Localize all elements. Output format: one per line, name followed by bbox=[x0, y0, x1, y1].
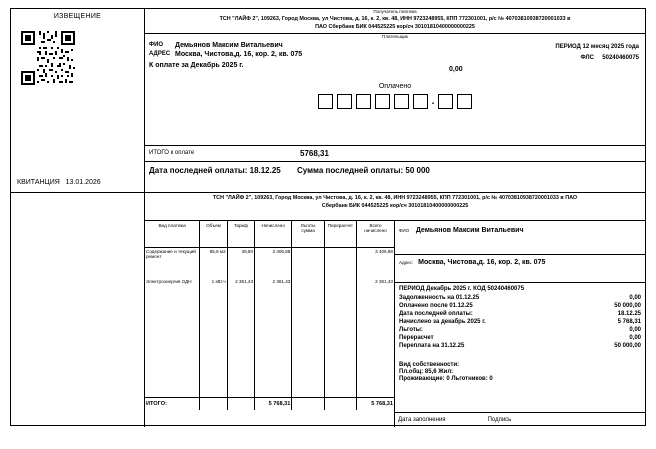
summary-fio-value: Демьянов Максим Витальевич bbox=[415, 227, 524, 234]
payer-fio-value: Демьянов Максим Витальевич bbox=[175, 42, 283, 49]
summary-row-value: 0,00 bbox=[629, 295, 641, 301]
amount-cell[interactable] bbox=[356, 94, 371, 109]
receipt-document bbox=[10, 8, 646, 426]
cell-tariff: 2 361,43 bbox=[227, 278, 254, 398]
amount-cell[interactable] bbox=[413, 94, 428, 109]
table-row bbox=[145, 248, 394, 278]
last-payment-row bbox=[145, 161, 645, 192]
col-accrued: Начислено bbox=[255, 221, 292, 248]
last-payment-sum: Сумма последней оплаты: 50 000 bbox=[297, 166, 430, 175]
footer-recalc bbox=[324, 398, 356, 411]
summary-row-label: Задолженность на 01.12.25 bbox=[399, 295, 480, 301]
decimal-separator: . bbox=[431, 95, 435, 107]
summary-row-label: Льготы: bbox=[399, 327, 423, 333]
to-pay-zero: 0,00 bbox=[449, 66, 463, 73]
kvitanciya-title: КВИТАНЦИЯ bbox=[17, 179, 60, 186]
top-section bbox=[11, 9, 645, 192]
cell-total: 3 406,88 bbox=[375, 249, 393, 254]
kvitanciya-date: 13.01.2026 bbox=[65, 179, 101, 186]
footer-volume bbox=[200, 398, 227, 411]
footer-privileges bbox=[292, 398, 324, 411]
amount-cell[interactable] bbox=[318, 94, 333, 109]
amount-cell-decimal[interactable] bbox=[438, 94, 453, 109]
period-year: 2025 bbox=[610, 44, 625, 50]
summary-row-label: Начислено за декабрь 2025 г. bbox=[399, 319, 486, 325]
summary-address-row bbox=[395, 254, 645, 268]
fls-value: 50240460075 bbox=[602, 55, 639, 61]
amount-cell[interactable] bbox=[337, 94, 352, 109]
summary-row bbox=[395, 326, 645, 334]
summary-fio-label: ФИО bbox=[399, 228, 410, 233]
top-left-column bbox=[11, 9, 145, 192]
summary-fio-row bbox=[395, 221, 645, 236]
cell-volume: 1 кВт.ч bbox=[200, 278, 227, 398]
col-service: Вид платежа bbox=[145, 221, 200, 248]
payer-block bbox=[145, 42, 645, 109]
cell-service: Содержание и текущий ремонт bbox=[145, 248, 200, 278]
paid-amount-boxes bbox=[149, 94, 641, 109]
cell-accrued: 3 406,88 bbox=[255, 248, 292, 278]
period-month-word: месяц bbox=[590, 44, 610, 50]
cell-recalc bbox=[324, 248, 356, 278]
footer-tariff bbox=[227, 398, 254, 411]
recipient-caption: Получатель платежа bbox=[373, 9, 417, 14]
amount-cell[interactable] bbox=[375, 94, 390, 109]
area-label: Пл.общ: 85,6 Жил: bbox=[399, 369, 454, 375]
kvitanciya-label-block bbox=[17, 179, 101, 186]
col-privileges: Льготы сумма bbox=[292, 221, 324, 248]
bottom-section bbox=[11, 192, 645, 427]
bottom-recipient-line-2: Сбербанк БИК 044525225 кор/сч 30101810400000000225 bbox=[321, 202, 469, 209]
ownership-type-label: Вид собственности: bbox=[399, 362, 460, 368]
footer-label: ИТОГО: bbox=[145, 398, 200, 411]
amount-cell[interactable] bbox=[394, 94, 409, 109]
summary-row bbox=[395, 310, 645, 318]
summary-row bbox=[395, 294, 645, 302]
summary-row bbox=[395, 302, 645, 310]
summary-row bbox=[395, 318, 645, 326]
summary-address-label: Адрес: bbox=[399, 260, 414, 265]
cell-privileges bbox=[292, 278, 324, 398]
cell-tariff: 39,80 bbox=[227, 248, 254, 278]
summary-period: ПЕРИОД Декабрь 2025 г. КОД 50240460075 bbox=[395, 282, 645, 294]
period-label: ПЕРИОД bbox=[555, 44, 581, 50]
charges-table-wrap bbox=[145, 221, 395, 427]
fls-block bbox=[581, 55, 640, 61]
cell-accrued: 2 361,43 bbox=[255, 278, 292, 398]
fls-label: ФЛС bbox=[580, 55, 594, 61]
summary-row-value: 0,00 bbox=[629, 327, 641, 333]
period-block bbox=[555, 44, 639, 50]
qr-code bbox=[21, 31, 75, 85]
total-to-pay-value: 5768,31 bbox=[300, 149, 329, 158]
charges-table-header-row bbox=[145, 221, 394, 248]
period-month-num: 12 bbox=[582, 44, 590, 50]
summary-row-label: Оплачено после 01.12.25 bbox=[399, 303, 473, 309]
summary-row bbox=[395, 334, 645, 342]
payer-address-value: Москва, Чистова,д. 16, кор. 2, кв. 075 bbox=[175, 51, 303, 58]
summary-row-value: 50 000,00 bbox=[614, 343, 641, 349]
cell-recalc bbox=[324, 278, 356, 398]
summary-row-label: Перерасчет bbox=[399, 335, 434, 341]
summary-row-label: Дата последней оплаты: bbox=[399, 311, 473, 317]
cell-service: Электроэнергия ОДН bbox=[145, 278, 200, 398]
summary-row-value: 18.12.25 bbox=[617, 311, 641, 317]
footer-total: 5 768,31 bbox=[357, 398, 394, 411]
cell-privileges bbox=[292, 248, 324, 278]
cell-volume: 85,6 м2 bbox=[200, 248, 227, 278]
signature-label: Подпись bbox=[487, 417, 512, 423]
footer-accrued: 5 768,31 bbox=[255, 398, 292, 411]
to-pay-row bbox=[149, 62, 641, 73]
summary-row-value: 5 768,31 bbox=[617, 319, 641, 325]
col-total: Всего начислено bbox=[357, 221, 394, 248]
col-recalc: Перерасчет bbox=[324, 221, 356, 248]
charges-table bbox=[145, 221, 394, 410]
payer-address-row bbox=[149, 51, 641, 58]
payer-caption: Плательщик bbox=[382, 34, 408, 39]
top-right-column bbox=[145, 9, 645, 192]
recipient-details bbox=[145, 15, 645, 34]
recipient-line-2: ПАО Сбербанк БИК 044525225 кор/сч 30101810400000000225 bbox=[315, 23, 475, 30]
to-pay-label: К оплате за Декабрь 2025 г. bbox=[149, 62, 244, 69]
payer-fio-label: ФИО bbox=[149, 42, 164, 48]
recipient-line-1: ТСН "ЛАЙФ 2", 109263, Город Москва, ул Чистова, д. 16, к. 2, кв. 48, ИНН 9723248955, КПП 772301001, р/с № 40703810938720001033 в bbox=[219, 16, 571, 22]
bottom-recipient-details bbox=[145, 193, 645, 212]
amount-cell-decimal[interactable] bbox=[457, 94, 472, 109]
bottom-recipient-line-1: ТСН "ЛАЙФ 2", 109263, Город Москва, ул Чистова, д. 16, к. 2, кв. 48, ИНН 9723248955, КПП 772301001, р/с № 40703810938720001033 в ПАО bbox=[212, 195, 578, 201]
total-to-pay-row bbox=[145, 145, 645, 162]
summary-row-value: 0,00 bbox=[629, 335, 641, 341]
table-row bbox=[145, 278, 394, 398]
col-tariff: Тариф bbox=[227, 221, 254, 248]
bottom-recipient-block bbox=[145, 193, 645, 221]
account-summary-panel bbox=[395, 221, 645, 427]
payer-address-label: АДРЕС bbox=[149, 51, 171, 57]
last-payment-date: Дата последней оплаты: 18.12.25 bbox=[149, 166, 281, 175]
bottom-left-column bbox=[11, 193, 145, 427]
paid-caption: Оплачено bbox=[378, 83, 412, 90]
fill-date-label: Дата заполнения bbox=[398, 417, 446, 423]
izveshchenie-title: ИЗВЕЩЕНИЕ bbox=[53, 13, 102, 20]
total-to-pay-label: ИТОГО к оплате bbox=[149, 150, 195, 156]
summary-address-value: Москва, Чистова,д. 16, кор. 2, кв. 075 bbox=[418, 259, 546, 266]
summary-row-label: Переплата на 31.12.25 bbox=[399, 343, 465, 349]
col-volume: Объем bbox=[200, 221, 227, 248]
period-year-word: года bbox=[625, 44, 639, 50]
summary-row bbox=[395, 342, 645, 350]
residents-label: Проживающие: 0 Льготников: 0 bbox=[399, 376, 493, 382]
table-footer-row bbox=[145, 398, 394, 411]
signature-footer bbox=[395, 412, 645, 427]
cell-total: 2 361,43 bbox=[375, 278, 393, 284]
summary-row-value: 50 000,00 bbox=[614, 303, 641, 309]
